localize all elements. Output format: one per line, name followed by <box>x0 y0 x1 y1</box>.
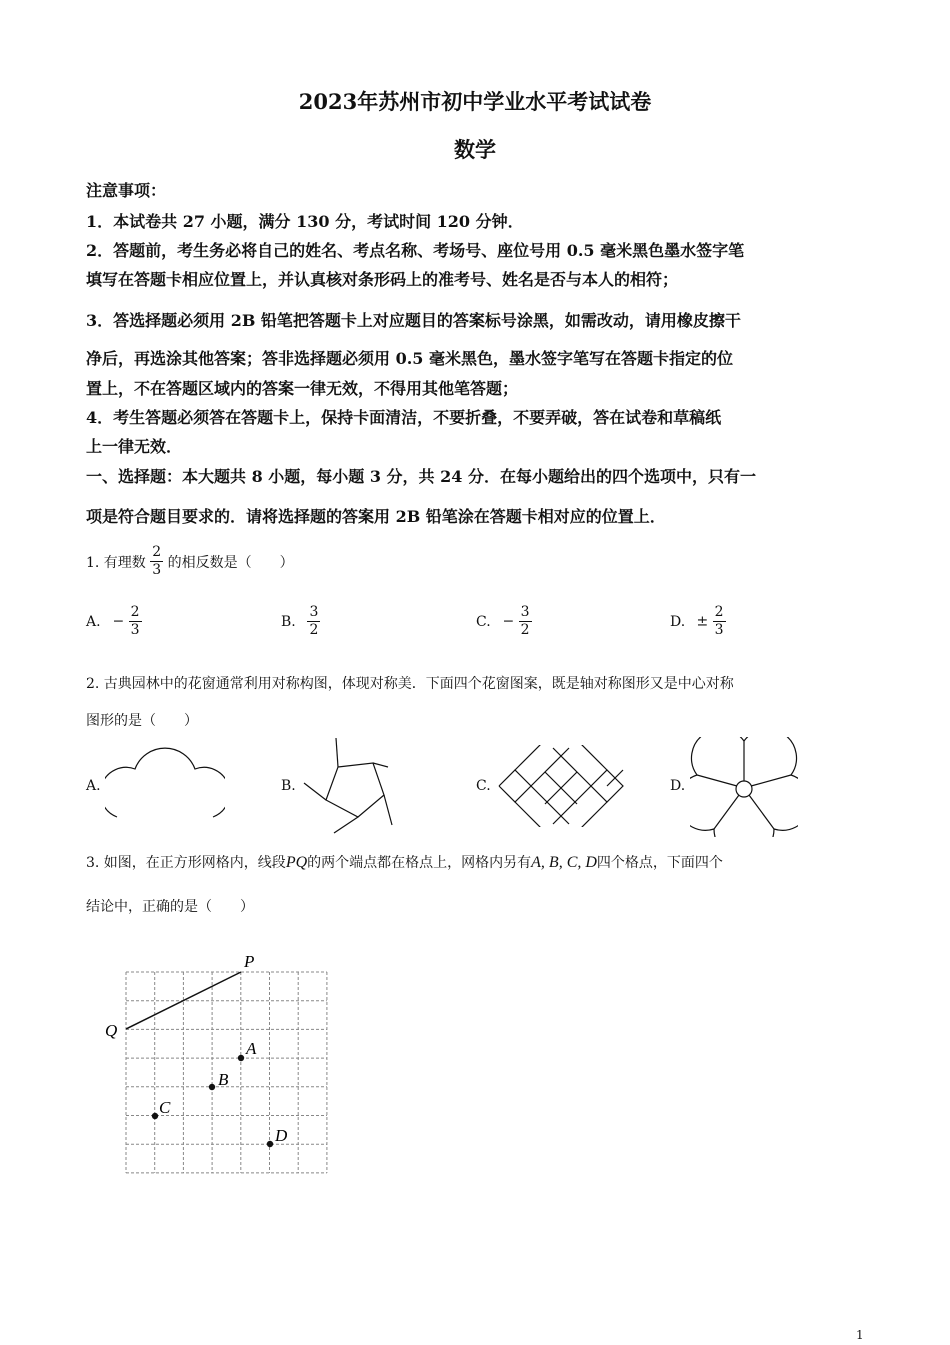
q3-point-d <box>267 1141 273 1147</box>
q1-option-c[interactable] <box>476 604 532 639</box>
note-1: 1．本试卷共 27 小题，满分 130 分，考试时间 120 分钟． <box>86 212 524 231</box>
q1-option-d[interactable] <box>670 604 726 639</box>
q1-option-c-num: 3 <box>520 604 530 620</box>
q1-option-a[interactable] <box>86 604 142 639</box>
question-1 <box>86 544 294 579</box>
section-1-line-2: 项是符合题目要求的．请将选择题的答案用 2B 铅笔涂在答题卡相对应的位置上． <box>86 507 666 526</box>
note-2-line-1: 2．答题前，考生务必将自己的姓名、考点名称、考场号、座位号用 0.5 毫米黑色墨水签字笔 <box>86 241 745 260</box>
question-3-line-2: 结论中，正确的是（ ） <box>86 899 254 915</box>
q2-option-b-label[interactable]: B. <box>281 778 296 794</box>
question-3-line-1 <box>86 852 723 872</box>
q1-option-a-den: 3 <box>130 622 140 638</box>
q1-option-d-sign: ± <box>696 613 709 630</box>
q2-figure-d[interactable] <box>690 737 798 837</box>
q3-points: A, B, C, D <box>531 854 597 871</box>
q1-option-a-sign: − <box>112 613 125 630</box>
q3-label-c: C <box>159 1098 171 1117</box>
q1-option-a-label: A. <box>86 613 101 630</box>
q3-text-a: 3. 如图，在正方形网格内，线段 <box>86 855 286 871</box>
question-2-line-2: 图形的是（ ） <box>86 713 198 729</box>
q1-frac-num: 2 <box>152 544 162 560</box>
q1-frac-den: 3 <box>152 562 162 578</box>
q1-fraction <box>150 544 163 579</box>
q1-prefix: 1. 有理数 <box>86 554 146 571</box>
q1-option-b-label: B. <box>281 613 296 630</box>
q3-text-c: 四个格点，下面四个 <box>596 855 723 871</box>
q2-figure-a[interactable] <box>105 745 225 825</box>
note-3-line-3: 置上，不在答题区域内的答案一律无效，不得用其他笔答题； <box>86 379 519 398</box>
q2-figure-c[interactable] <box>496 745 626 827</box>
q1-option-c-label: C. <box>476 613 491 630</box>
notes-heading: 注意事项： <box>86 181 167 200</box>
q3-label-q: Q <box>105 1021 118 1040</box>
q1-option-b-den: 2 <box>309 622 319 638</box>
q3-label-a: A <box>246 1039 257 1058</box>
q3-label-b: B <box>218 1070 229 1089</box>
section-1-line-1: 一、选择题：本大题共 8 小题，每小题 3 分，共 24 分．在每小题给出的四个选项中，只有一 <box>86 467 756 486</box>
q3-label-d: D <box>275 1126 288 1145</box>
note-4-line-2: 上一律无效． <box>86 437 183 456</box>
q1-option-b-num: 3 <box>309 604 319 620</box>
note-3-line-1: 3．答选择题必须用 2B 铅笔把答题卡上对应题目的答案标号涂黑，如需改动，请用橡皮擦干 <box>86 311 741 330</box>
page-number: 1 <box>856 1328 864 1342</box>
note-2-line-2: 填写在答题卡相应位置上，并认真核对条形码上的准考号、姓名是否与本人的相符； <box>86 270 679 289</box>
exam-title: 2023年苏州市初中学业水平考试试卷 <box>298 89 652 114</box>
q1-option-c-sign: − <box>502 613 515 630</box>
q1-option-d-label: D. <box>670 613 686 630</box>
q1-option-d-den: 3 <box>714 622 724 638</box>
q3-pq: PQ <box>285 854 308 871</box>
q3-point-b <box>209 1084 215 1090</box>
question-2-line-1: 2. 古典园林中的花窗通常利用对称构图，体现对称美．下面四个花窗图案，既是轴对称图形又是中心对称 <box>86 676 734 692</box>
q1-option-c-den: 2 <box>520 622 530 638</box>
note-3-line-2: 净后，再选涂其他答案；答非选择题必须用 0.5 毫米黑色，墨水签字笔写在答题卡指定的位 <box>86 349 733 368</box>
q1-option-b[interactable] <box>281 604 320 639</box>
q3-grid-figure <box>98 950 338 1180</box>
q3-point-a <box>238 1055 244 1061</box>
q1-suffix: 的相反数是（ ） <box>167 554 294 571</box>
q1-option-a-num: 2 <box>130 604 140 620</box>
q2-option-a-label[interactable]: A. <box>86 778 101 794</box>
note-4-line-1: 4．考生答题必须答在答题卡上，保持卡面清洁，不要折叠，不要弄破，答在试卷和草稿纸 <box>86 408 722 427</box>
q1-option-d-num: 2 <box>714 604 724 620</box>
q2-option-d-label[interactable]: D. <box>670 778 686 794</box>
q2-figure-b[interactable] <box>300 735 400 840</box>
q2-option-c-label[interactable]: C. <box>476 778 491 794</box>
q3-text-b: 的两个端点都在格点上，网格内另有 <box>307 855 532 871</box>
q3-label-p: P <box>244 952 255 971</box>
q3-point-c <box>152 1113 158 1119</box>
subject-title: 数学 <box>454 137 496 162</box>
